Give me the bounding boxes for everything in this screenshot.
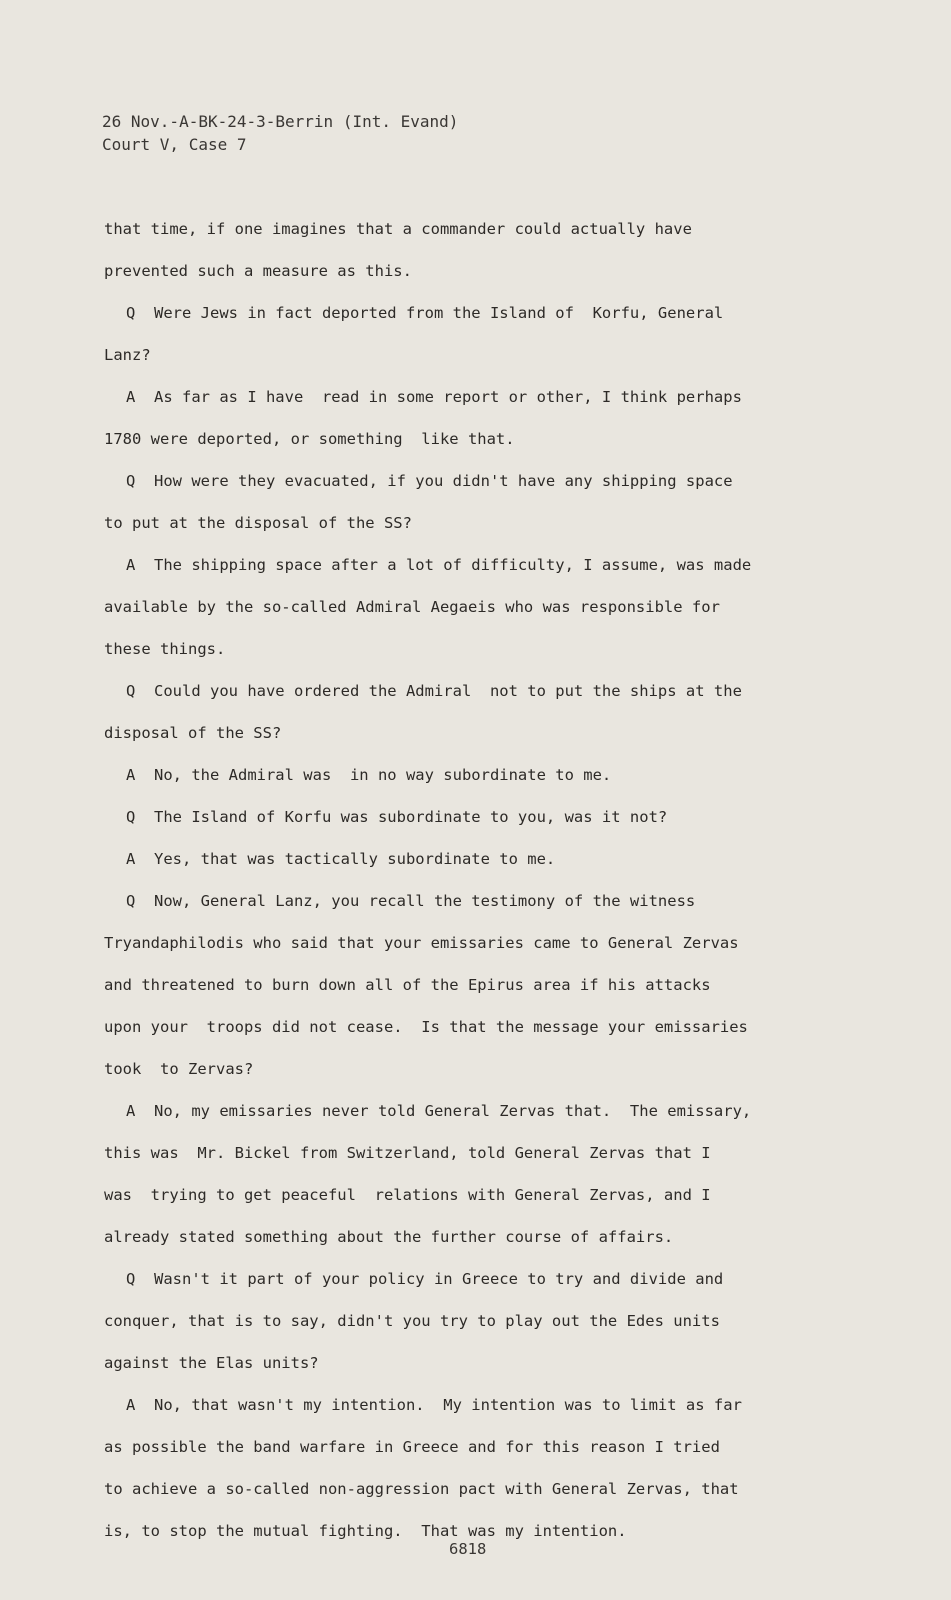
transcript-line: 1780 were deported, or something like that.: [104, 430, 515, 448]
transcript-line: Tryandaphilodis who said that your emissaries came to General Zervas: [104, 934, 739, 952]
transcript-line: A No, my emissaries never told General Zervas that. The emissary,: [126, 1102, 752, 1120]
document-header: [102, 110, 458, 156]
transcript-line: Q Were Jews in fact deported from the Island of Korfu, General: [126, 304, 724, 322]
page-number: 6818: [449, 1540, 487, 1558]
transcript-line: A Yes, that was tactically subordinate to me.: [126, 850, 556, 868]
transcript-line: as possible the band warfare in Greece and for this reason I tried: [104, 1438, 720, 1456]
transcript-line: Q The Island of Korfu was subordinate to you, was it not?: [126, 808, 668, 826]
transcript-line: already stated something about the further course of affairs.: [104, 1228, 674, 1246]
header-line-2: Court V, Case 7: [102, 135, 247, 154]
transcript-line: A The shipping space after a lot of difficulty, I assume, was made: [126, 556, 752, 574]
header-line-1: 26 Nov.-A-BK-24-3-Berrin (Int. Evand): [102, 112, 459, 131]
transcript-line: took to Zervas?: [104, 1060, 254, 1078]
transcript-line: to put at the disposal of the SS?: [104, 514, 412, 532]
transcript-line: Lanz?: [104, 346, 151, 364]
transcript-line: Q How were they evacuated, if you didn't have any shipping space: [126, 472, 733, 490]
transcript-line: A No, the Admiral was in no way subordinate to me.: [126, 766, 612, 784]
transcript-line: is, to stop the mutual fighting. That was my intention.: [104, 1522, 627, 1540]
transcript-line: Q Now, General Lanz, you recall the testimony of the witness: [126, 892, 696, 910]
transcript-line: that time, if one imagines that a commander could actually have: [104, 220, 692, 238]
transcript-line: A As far as I have read in some report or other, I think perhaps: [126, 388, 742, 406]
transcript-line: A No, that wasn't my intention. My intention was to limit as far: [126, 1396, 742, 1414]
transcript-line: Q Could you have ordered the Admiral not to put the ships at the: [126, 682, 742, 700]
transcript-line: and threatened to burn down all of the Epirus area if his attacks: [104, 976, 711, 994]
transcript-line: prevented such a measure as this.: [104, 262, 412, 280]
transcript-body: [104, 208, 824, 1552]
transcript-line: available by the so-called Admiral Aegaeis who was responsible for: [104, 598, 720, 616]
transcript-line: these things.: [104, 640, 226, 658]
transcript-line: to achieve a so-called non-aggression pact with General Zervas, that: [104, 1480, 739, 1498]
transcript-line: this was Mr. Bickel from Switzerland, told General Zervas that I: [104, 1144, 711, 1162]
transcript-line: disposal of the SS?: [104, 724, 282, 742]
transcript-line: upon your troops did not cease. Is that the message your emissaries: [104, 1018, 748, 1036]
transcript-line: Q Wasn't it part of your policy in Greece to try and divide and: [126, 1270, 724, 1288]
transcript-line: against the Elas units?: [104, 1354, 319, 1372]
transcript-line: conquer, that is to say, didn't you try to play out the Edes units: [104, 1312, 720, 1330]
transcript-line: was trying to get peaceful relations with General Zervas, and I: [104, 1186, 711, 1204]
